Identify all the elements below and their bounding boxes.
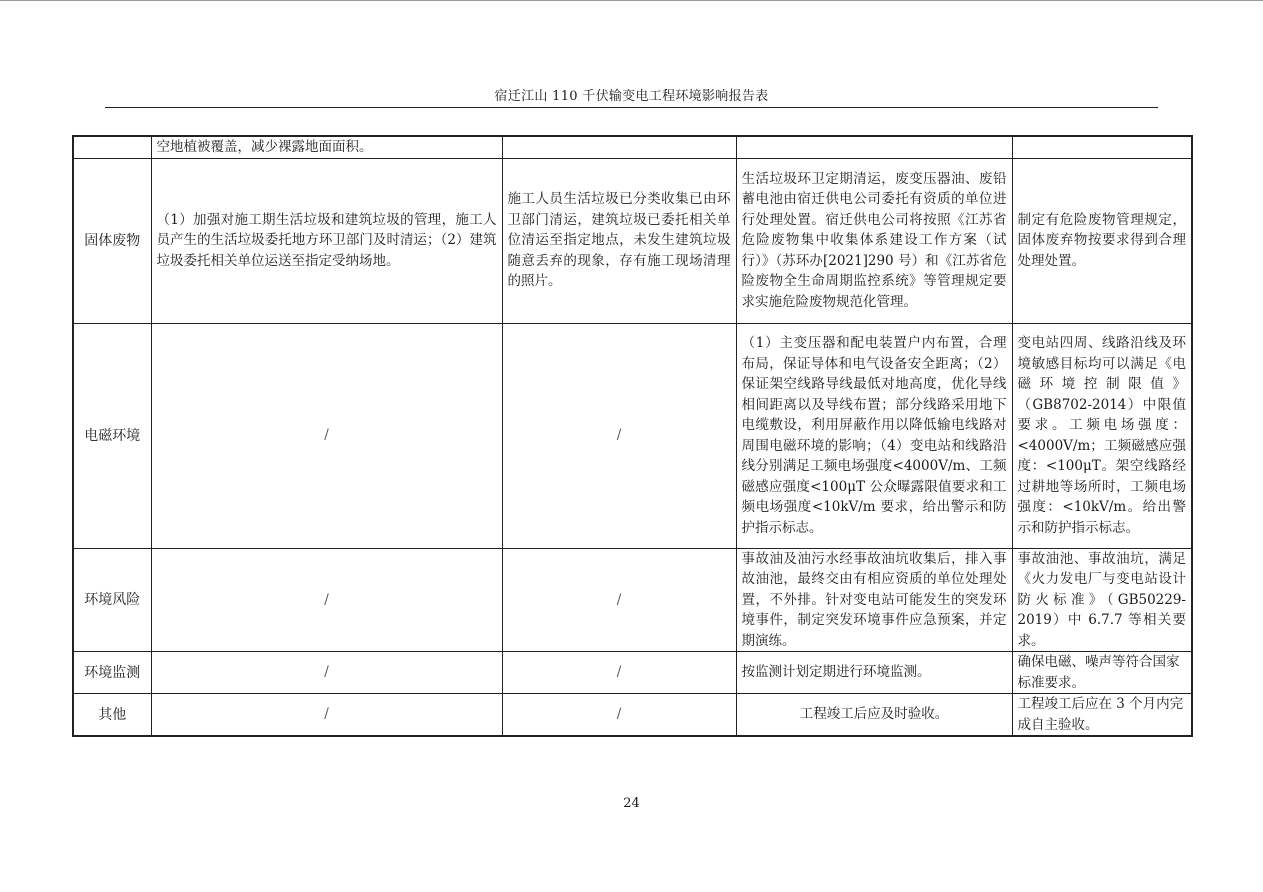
operation-result-cell	[1012, 136, 1192, 158]
operation-measures-cell: （1）主变压器和配电装置户内布置，合理布局，保证导体和电气设备安全距离；（2）保证架空线路导线最低对地高度，优化导线相间距离以及导线布置；部分线路采用地下电缆敷设，利用屏蔽作用以降低输电线路对周围电磁环境的影响；（4）变电站和线路沿线分别满足工频电场强度<4000V/m、工频磁感应强度<100μT 公众曝露限值要求和工频电场强度<10kV/m 要求，给出警示和防护指示标志。	[736, 323, 1012, 548]
operation-measures-cell: 事故油及油污水经事故油坑收集后，排入事故油池，最终交由有相应资质的单位处理处置，不外排。针对变电站可能发生的突发环境事件，制定突发环境事件应急预案，并定期演练。	[736, 548, 1012, 652]
category-cell: 环境风险	[73, 548, 151, 652]
header-divider	[105, 107, 1158, 108]
environmental-measures-table	[72, 135, 1193, 737]
category-cell: 固体废物	[73, 158, 151, 323]
table-row	[73, 136, 1192, 158]
operation-measures-cell: 工程竣工后应及时验收。	[736, 694, 1012, 737]
table-row	[73, 652, 1192, 694]
implementation-status-cell	[502, 136, 736, 158]
operation-result-cell: 事故油池、事故油坑，满足《火力发电厂与变电站设计防火标准》（GB50229-2019）中 6.7.7 等相关要求。	[1012, 548, 1192, 652]
operation-result-cell: 制定有危险废物管理规定，固体废弃物按要求得到合理处理处置。	[1012, 158, 1192, 323]
implementation-status-cell: 施工人员生活垃圾已分类收集已由环卫部门清运，建筑垃圾已委托相关单位清运至指定地点，未发生建筑垃圾随意丢弃的现象，存有施工现场清理的照片。	[502, 158, 736, 323]
operation-result-cell: 工程竣工后应在 3 个月内完成自主验收。	[1012, 694, 1192, 737]
implementation-status-cell: /	[502, 323, 736, 548]
operation-result-cell: 确保电磁、噪声等符合国家标准要求。	[1012, 652, 1192, 694]
implementation-status-cell: /	[502, 652, 736, 694]
category-cell: 其他	[73, 694, 151, 737]
construction-measures-cell: /	[151, 652, 502, 694]
category-cell: 电磁环境	[73, 323, 151, 548]
construction-measures-cell: /	[151, 323, 502, 548]
implementation-status-cell: /	[502, 548, 736, 652]
category-cell: 环境监测	[73, 652, 151, 694]
construction-measures-cell: （1）加强对施工期生活垃圾和建筑垃圾的管理，施工人员产生的生活垃圾委托地方环卫部门及时清运；（2）建筑垃圾委托相关单位运送至指定受纳场地。	[151, 158, 502, 323]
category-cell	[73, 136, 151, 158]
operation-measures-cell	[736, 136, 1012, 158]
table-row	[73, 323, 1192, 548]
table-row	[73, 694, 1192, 737]
page-number: 24	[623, 796, 640, 811]
operation-measures-cell: 按监测计划定期进行环境监测。	[736, 652, 1012, 694]
operation-result-cell: 变电站四周、线路沿线及环境敏感目标均可以满足《电磁环境控制限值》（GB8702-2014）中限值要求。工频电场强度：<4000V/m；工频磁感应强度：<100μT。架空线路经过耕地等场所时，工频电场强度：<10kV/m。给出警示和防护指示标志。	[1012, 323, 1192, 548]
construction-measures-cell: /	[151, 548, 502, 652]
table-row	[73, 548, 1192, 652]
implementation-status-cell: /	[502, 694, 736, 737]
document-header-title: 宿迁江山 110 千伏输变电工程环境影响报告表	[494, 89, 769, 104]
table-row	[73, 158, 1192, 323]
construction-measures-cell: /	[151, 694, 502, 737]
construction-measures-cell: 空地植被覆盖，减少裸露地面面积。	[151, 136, 502, 158]
top-border-line	[0, 0, 1263, 1]
operation-measures-cell: 生活垃圾环卫定期清运，废变压器油、废铅蓄电池由宿迁供电公司委托有资质的单位进行处理处置。宿迁供电公司将按照《江苏省危险废物集中收集体系建设工作方案（试行）》（苏环办[2021]290 号）和《江苏省危险废物全生命周期监控系统》等管理规定要求实施危险废物规范化管理。	[736, 158, 1012, 323]
